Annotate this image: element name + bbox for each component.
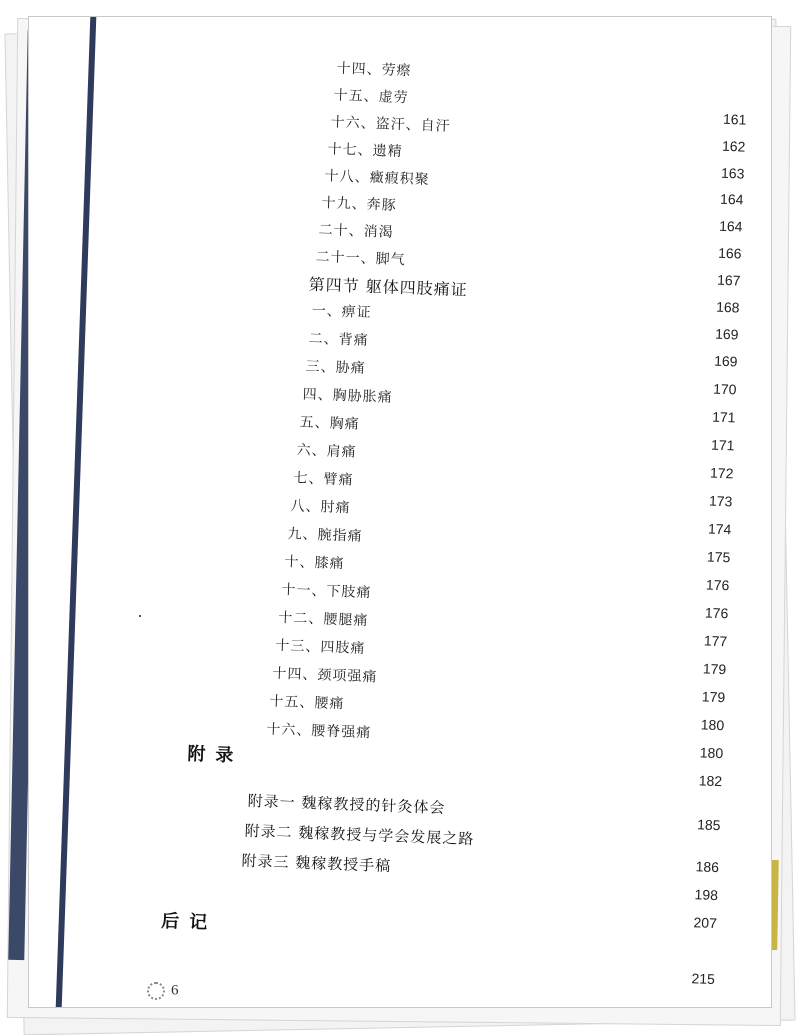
- toc-entry: 七、臂痛: [293, 470, 354, 489]
- toc-page-number: 170: [712, 380, 737, 398]
- toc-entry: 十五、虚劳: [333, 87, 409, 107]
- toc-page-number: 207: [693, 914, 718, 932]
- toc-page-number: 164: [719, 190, 744, 208]
- toc-entry: 一、痹证: [311, 302, 372, 322]
- toc-entry: 十二、腰腿痛: [278, 609, 369, 630]
- toc-entry: 十一、下肢痛: [281, 581, 372, 602]
- toc-entry: 十六、盗汗、自汗: [330, 114, 451, 135]
- toc-page-number: 164: [718, 217, 743, 235]
- appendix-item: 附录三 魏稼教授手稿: [241, 851, 392, 876]
- toc-page: [28, 16, 772, 1008]
- toc-entry: 十六、腰脊强痛: [266, 721, 372, 742]
- toc-page-number: 175: [706, 548, 731, 566]
- toc-entry: 四、胸胁胀痛: [302, 386, 393, 406]
- appendix-item: 附录二 魏稼教授与学会发展之路: [244, 821, 475, 849]
- toc-entry: 九、腕指痛: [287, 526, 363, 545]
- toc-entry: 十七、遗精: [327, 141, 403, 161]
- toc-section-heading: 第四节 躯体四肢痛证: [308, 274, 469, 300]
- toc-page-number: 215: [691, 970, 716, 988]
- toc-page-number: 177: [703, 632, 728, 650]
- toc-page-number: 169: [713, 352, 738, 370]
- toc-entry: 六、肩痛: [296, 442, 357, 461]
- toc-page-number: 173: [708, 492, 733, 510]
- toc-page-number: 166: [717, 244, 742, 262]
- afterword-heading: 后记: [160, 910, 218, 934]
- toc-entry: 二十、消渴: [318, 222, 394, 241]
- toc-page-number: 180: [699, 744, 724, 762]
- toc-entry: 十四、劳瘵: [336, 60, 412, 80]
- toc-entry: 八、肘痛: [290, 498, 351, 517]
- toc-page-number: 180: [700, 716, 725, 734]
- ink-speck: [139, 615, 141, 617]
- toc-page-number: 176: [705, 576, 730, 594]
- toc-page-number: 174: [707, 520, 732, 538]
- toc-page-number: 179: [702, 660, 727, 678]
- page-footer: [147, 982, 179, 1000]
- toc-content: [28, 16, 772, 1008]
- toc-page-number: 198: [694, 886, 719, 904]
- toc-entry: 十五、腰痛: [269, 693, 345, 713]
- toc-page-number: 176: [704, 604, 729, 622]
- toc-entry: 三、胁痛: [305, 358, 366, 377]
- toc-page-number: 163: [720, 164, 745, 182]
- toc-page-number: 172: [709, 464, 734, 482]
- toc-page-number: 186: [695, 858, 720, 876]
- toc-page-number: 169: [714, 325, 739, 343]
- appendix-item: 附录一 魏稼教授的针灸体会: [247, 791, 446, 818]
- toc-page-number: 167: [716, 271, 741, 289]
- toc-entry: 五、胸痛: [299, 414, 360, 433]
- toc-page-number: 161: [722, 110, 747, 128]
- toc-page-number: 171: [710, 436, 735, 454]
- toc-entry: 十、膝痛: [284, 554, 345, 573]
- toc-entry: 十八、癥瘕积聚: [324, 168, 430, 189]
- appendix-heading: 附录: [187, 743, 244, 767]
- toc-page-number: 168: [715, 298, 740, 316]
- toc-entry: 十四、颈项强痛: [272, 665, 378, 686]
- toc-entry: 二十一、脚气: [315, 248, 406, 269]
- toc-page-number: 162: [721, 137, 746, 155]
- toc-page-number: 171: [711, 408, 736, 426]
- toc-entry: 二、背痛: [308, 330, 369, 349]
- page-number: 6: [171, 982, 179, 999]
- toc-page-number: 179: [701, 688, 726, 706]
- toc-page-number: 185: [696, 816, 721, 834]
- flower-ornament-icon: [147, 982, 165, 1000]
- toc-entry: 十三、四肢痛: [275, 637, 366, 658]
- toc-page-number: 182: [698, 772, 723, 790]
- toc-entry: 十九、奔豚: [321, 195, 397, 214]
